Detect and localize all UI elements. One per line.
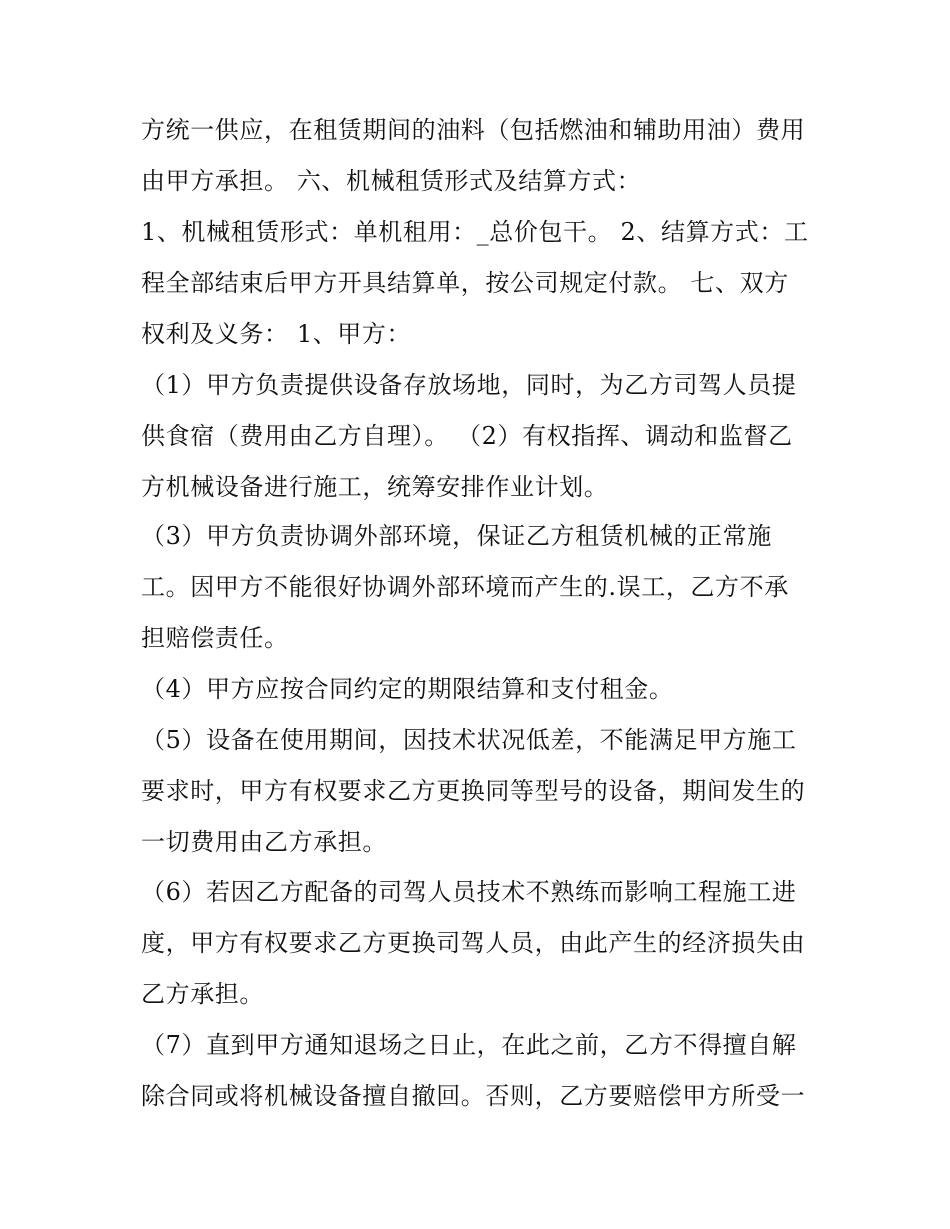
text-line: 度，甲方有权要求乙方更换司驾人员，由此产生的经济损失由 <box>141 929 806 957</box>
text-line: 一切费用由乙方承担。 <box>141 828 387 856</box>
text-line: 方统一供应，在租赁期间的油料（包括燃油和辅助用油）费用 <box>141 116 806 144</box>
text-line: 要求时，甲方有权要求乙方更换同等型号的设备，期间发生的 <box>141 777 806 805</box>
text-line: （3）甲方负责协调外部环境，保证乙方租赁机械的正常施 <box>141 522 772 550</box>
text-line: 工。因甲方不能很好协调外部环境而产生的.误工，乙方不承 <box>141 573 789 601</box>
text-line: 程全部结束后甲方开具结算单，按公司规定付款。 七、双方 <box>141 269 789 297</box>
text-line: 供食宿（费用由乙方自理）。 （2）有权指挥、调动和监督乙 <box>141 422 793 450</box>
text-line: （5）设备在使用期间，因技术状况低差，不能满足甲方施工 <box>141 726 797 754</box>
text-line: （1）甲方负责提供设备存放场地，同时，为乙方司驾人员提 <box>141 371 797 399</box>
text-line: 乙方承担。 <box>141 980 264 1008</box>
text-line: 由甲方承担。 六、机械租赁形式及结算方式： <box>141 167 642 195</box>
text-line: 除合同或将机械设备擅自撤回。否则，乙方要赔偿甲方所受一 <box>141 1082 806 1110</box>
text-line: 方机械设备进行施工，统筹安排作业计划。 <box>141 473 609 501</box>
text-line: 权利及义务： 1、甲方： <box>141 320 412 348</box>
text-line: 担赔偿责任。 <box>141 624 289 652</box>
text-line: （7）直到甲方通知退场之日止，在此之前，乙方不得擅自解 <box>141 1031 797 1059</box>
text-line: 1、机械租赁形式：单机租用：_总价包干。 2、结算方式：工 <box>141 218 809 246</box>
text-line: （6）若因乙方配备的司驾人员技术不熟练而影响工程施工进 <box>141 878 797 906</box>
text-line: （4）甲方应按合同约定的期限结算和支付租金。 <box>141 675 674 703</box>
